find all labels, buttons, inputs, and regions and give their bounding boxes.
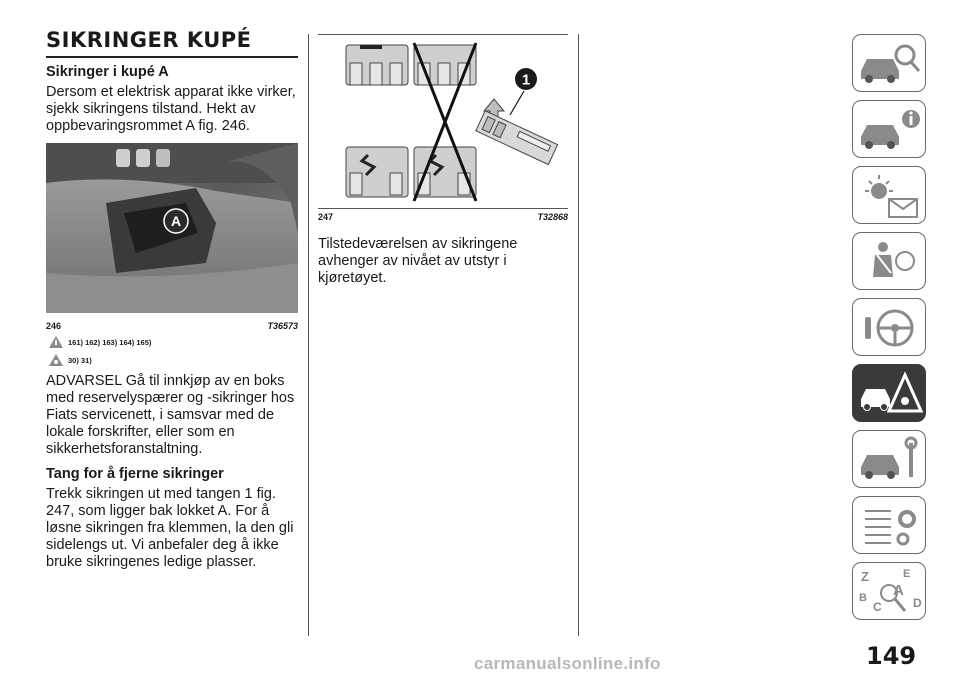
svg-text:B: B — [859, 592, 867, 604]
figure-247 — [318, 35, 568, 222]
paragraph-intro: Dersom et elektrisk apparat ikke virker, sjekk sikringens tilstand. Hekt av oppbevaringsrommet A fig. 246. — [46, 84, 296, 134]
dashboard-photo — [46, 143, 298, 313]
left-column — [46, 28, 298, 579]
page-number: 149 — [866, 642, 917, 670]
emergency-icon — [853, 365, 926, 422]
figure-246-caption — [46, 318, 298, 331]
danger-hand-icon — [48, 335, 64, 349]
figure-label-a: A — [170, 213, 182, 229]
tab-warning-lights[interactable] — [852, 166, 926, 224]
subheading-fuse-puller: Tang for å fjerne sikringer — [46, 466, 224, 482]
index-az-icon — [853, 563, 926, 620]
tab-safety[interactable] — [852, 232, 926, 290]
caution-reference — [48, 353, 298, 367]
tab-know-your-car[interactable] — [852, 34, 926, 92]
seatbelt-airbag-icon — [853, 233, 926, 290]
paragraph-equipment: Tilstedeværelsen av sikringene avhenger av nivået av utstyr i kjøretøyet. — [318, 236, 518, 286]
subheading-fuses-a: Sikringer i kupé A — [46, 64, 169, 80]
column-divider — [308, 34, 309, 636]
caution-hand-icon — [48, 353, 64, 367]
svg-text:C: C — [873, 600, 882, 614]
steering-key-icon — [853, 299, 926, 356]
fuse-diagram — [318, 35, 568, 203]
watermark: carmanualsonline.info — [474, 654, 661, 673]
tab-starting-driving[interactable] — [852, 298, 926, 356]
car-magnifier-icon — [853, 35, 926, 92]
car-wrench-icon — [853, 431, 926, 488]
svg-text:Z: Z — [861, 569, 869, 584]
tab-car-info[interactable] — [852, 100, 926, 158]
warning-lights-icon — [853, 167, 926, 224]
paragraph-puller: Trekk sikringen ut med tangen 1 fig. 247, som ligger bak lokket A. For å løsne sikringen fra klemmen, la den gli sidelengs ut. Vi anbefaler deg å ikke bruke sikringenes ledige plasser. — [46, 486, 294, 570]
figure-number: 246 — [46, 321, 62, 331]
tab-maintenance[interactable] — [852, 430, 926, 488]
column-divider-right — [578, 34, 579, 636]
section-title: SIKRINGER KUPÉ — [46, 28, 252, 52]
paragraph-warning: ADVARSEL Gå til innkjøp av en boks med reservelyspærer og -sikringer hos Fiats servicenett, i samsvar med de lokale forskrifter, eller som en sikkerhetsforanstaltning. — [46, 373, 295, 457]
figure-code: T32868 — [537, 212, 568, 222]
svg-text:A: A — [893, 582, 904, 599]
chapter-tabs — [852, 34, 926, 628]
figure-number: 247 — [318, 212, 334, 222]
title-divider — [46, 56, 298, 58]
caution-refs: 30) 31) — [68, 355, 92, 365]
danger-reference — [48, 335, 298, 349]
middle-column — [318, 34, 568, 295]
figure-246 — [46, 143, 298, 331]
car-info-icon — [853, 101, 926, 158]
specs-gear-icon — [853, 497, 926, 554]
tab-index[interactable] — [852, 562, 926, 620]
tab-technical-data[interactable] — [852, 496, 926, 554]
figure-247-caption — [318, 209, 568, 222]
svg-text:D: D — [913, 596, 922, 610]
callout-label: 1 — [521, 71, 531, 89]
danger-refs: 161) 162) 163) 164) 165) — [68, 337, 152, 347]
tab-emergency[interactable] — [852, 364, 926, 422]
figure-code: T36573 — [267, 321, 298, 331]
svg-text:E: E — [903, 568, 911, 580]
